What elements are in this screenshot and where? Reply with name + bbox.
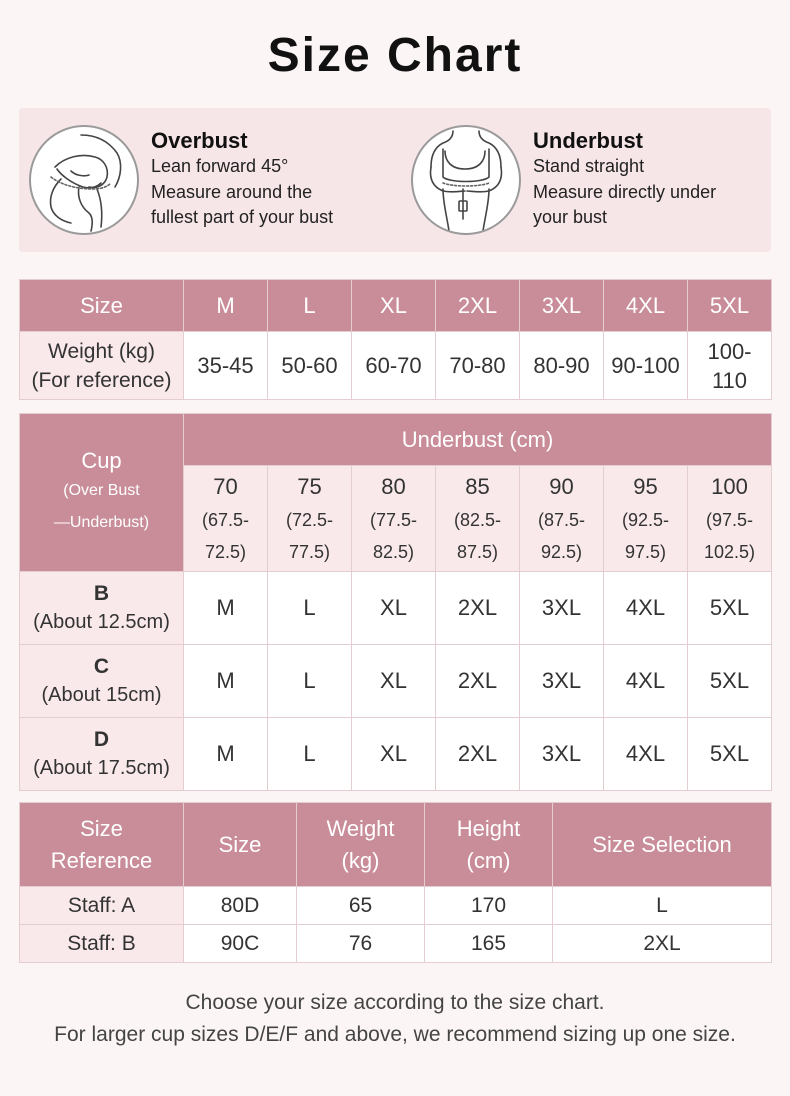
- underbust-range: 87.5): [456, 541, 499, 562]
- size-cell: XL: [352, 718, 436, 791]
- overbust-illustration: [29, 125, 139, 235]
- size-cell: 4XL: [604, 718, 688, 791]
- size-header-cell: 2XL: [436, 280, 520, 332]
- size-cell: M: [184, 645, 268, 718]
- underbust-header: Underbust (cm): [184, 414, 772, 466]
- underbust-range: (77.5-: [369, 509, 418, 530]
- underbust-col: [436, 466, 520, 572]
- overbust-text: [151, 128, 391, 231]
- underbust-line: your bust: [533, 207, 608, 227]
- cup-header-sub: (Over Bust: [63, 481, 140, 499]
- size-cell: L: [268, 572, 352, 645]
- measurement-guide: [19, 108, 771, 252]
- size-note: Choose your size according to the size chart.: [185, 991, 605, 1014]
- size-header: Size: [20, 280, 184, 332]
- height-header: [425, 803, 553, 887]
- underbust-range: 102.5): [703, 541, 756, 562]
- size-note: For larger cup sizes D/E/F and above, we recommend sizing up one size.: [54, 1023, 736, 1046]
- size-cell: XL: [352, 572, 436, 645]
- weight-header-line: Weight: [326, 815, 395, 841]
- weight-label: [20, 332, 184, 400]
- reference-row: [20, 925, 772, 963]
- underbust-range: (72.5-: [285, 509, 334, 530]
- cup-header-label: Cup: [81, 447, 122, 473]
- size-cell: L: [268, 645, 352, 718]
- staff-label: Staff: B: [20, 925, 184, 963]
- size-header-cell: 3XL: [520, 280, 604, 332]
- underbust-col: [688, 466, 772, 572]
- reference-row: [20, 887, 772, 925]
- size-reference-table: [19, 802, 772, 963]
- underbust-title: Underbust: [533, 128, 643, 153]
- cup-letter: C: [93, 655, 110, 678]
- size-cell: 5XL: [688, 718, 772, 791]
- weight-row: [20, 332, 772, 400]
- underbust-value: 75: [297, 473, 322, 499]
- underbust-range: (92.5-: [621, 509, 670, 530]
- size-cell: 2XL: [436, 572, 520, 645]
- weight-value: 80-90: [533, 353, 590, 378]
- underbust-line: Measure directly under: [533, 181, 717, 202]
- underbust-illustration: [411, 125, 521, 235]
- underbust-line: Stand straight: [533, 156, 645, 176]
- underbust-range: 92.5): [540, 541, 583, 562]
- reference-weight: 76: [297, 925, 425, 963]
- weight-table: [19, 279, 772, 400]
- weight-cell: [688, 332, 772, 400]
- size-selection-header: [553, 803, 772, 887]
- cup-header-sub: —Underbust): [53, 513, 150, 531]
- size-header-cell: L: [268, 280, 352, 332]
- underbust-value: 70: [213, 473, 238, 499]
- reference-height: 165: [425, 925, 553, 963]
- height-header-line: (cm): [466, 847, 511, 873]
- size-header-line: Size: [218, 831, 262, 857]
- overbust-line: Lean forward 45°: [151, 156, 289, 176]
- underbust-range: (87.5-: [537, 509, 586, 530]
- size-header-cell: 4XL: [604, 280, 688, 332]
- size-cell: XL: [352, 645, 436, 718]
- reference-height: 170: [425, 887, 553, 925]
- underbust-range: 77.5): [288, 541, 331, 562]
- underbust-value: 95: [633, 473, 658, 499]
- size-cell: 3XL: [520, 572, 604, 645]
- size-cell: 2XL: [436, 718, 520, 791]
- underbust-range: (67.5-: [201, 509, 250, 530]
- overbust-figure-icon: [31, 127, 137, 233]
- underbust-range: 72.5): [204, 541, 247, 562]
- weight-table-header-row: [20, 280, 772, 332]
- reference-header: [20, 803, 184, 887]
- size-cell: L: [268, 718, 352, 791]
- weight-cell: [436, 332, 520, 400]
- underbust-col: [520, 466, 604, 572]
- weight-value: 100-: [707, 338, 752, 364]
- reference-size: 90C: [184, 925, 297, 963]
- weight-value: 35-45: [197, 353, 254, 378]
- cup-size-table: [19, 413, 772, 791]
- size-cell: M: [184, 718, 268, 791]
- reference-header-line: Reference: [50, 847, 153, 873]
- weight-label-line: (For reference): [31, 368, 172, 392]
- weight-header-line: (kg): [341, 847, 380, 873]
- weight-value: 50-60: [281, 353, 338, 378]
- size-cell: M: [184, 572, 268, 645]
- underbust-range: (82.5-: [453, 509, 502, 530]
- weight-value: 110: [711, 367, 748, 393]
- underbust-col: [184, 466, 268, 572]
- reference-selection: L: [553, 887, 772, 925]
- weight-header: [297, 803, 425, 887]
- size-cell: 5XL: [688, 572, 772, 645]
- reference-header-line: Size: [80, 815, 123, 841]
- size-cell: 5XL: [688, 645, 772, 718]
- cup-about: (About 17.5cm): [33, 757, 170, 779]
- underbust-value: 85: [465, 473, 490, 499]
- weight-value: 60-70: [365, 353, 422, 378]
- weight-cell: [184, 332, 268, 400]
- reference-weight: 65: [297, 887, 425, 925]
- height-header-line: Height: [456, 815, 521, 841]
- size-header-cell: 5XL: [688, 280, 772, 332]
- cup-row-d: [20, 718, 772, 791]
- weight-cell: [352, 332, 436, 400]
- cup-row-c: [20, 645, 772, 718]
- cup-label: [20, 718, 184, 791]
- weight-label-line: Weight (kg): [48, 339, 155, 363]
- size-cell: 3XL: [520, 645, 604, 718]
- reference-selection: 2XL: [553, 925, 772, 963]
- size-cell: 4XL: [604, 572, 688, 645]
- page-title: Size Chart: [267, 29, 523, 82]
- underbust-text: [533, 128, 773, 231]
- size-cell: 2XL: [436, 645, 520, 718]
- staff-label: Staff: A: [20, 887, 184, 925]
- size-cell: 4XL: [604, 645, 688, 718]
- weight-cell: [520, 332, 604, 400]
- cup-about: (About 12.5cm): [33, 611, 170, 633]
- underbust-value: 90: [549, 473, 574, 499]
- overbust-title: Overbust: [151, 128, 248, 153]
- size-header-cell: XL: [352, 280, 436, 332]
- weight-cell: [604, 332, 688, 400]
- underbust-range: 97.5): [624, 541, 667, 562]
- underbust-range: (97.5-: [705, 509, 754, 530]
- cup-about: (About 15cm): [41, 684, 162, 706]
- underbust-value: 80: [381, 473, 406, 499]
- cup-label: [20, 572, 184, 645]
- cup-row-b: [20, 572, 772, 645]
- cup-label: [20, 645, 184, 718]
- underbust-col: [604, 466, 688, 572]
- underbust-figure-icon: [413, 127, 519, 233]
- cup-table-header-row: [20, 414, 772, 466]
- size-header: [184, 803, 297, 887]
- underbust-value: 100: [711, 473, 748, 499]
- size-header-cell: M: [184, 280, 268, 332]
- overbust-line: fullest part of your bust: [151, 207, 334, 227]
- reference-size: 80D: [184, 887, 297, 925]
- weight-value: 90-100: [611, 353, 680, 378]
- size-selection-header-line: Size Selection: [592, 831, 732, 857]
- size-cell: 3XL: [520, 718, 604, 791]
- underbust-range: 82.5): [372, 541, 415, 562]
- cup-letter: B: [93, 582, 110, 605]
- cup-header: [20, 414, 184, 572]
- reference-header-row: [20, 803, 772, 887]
- underbust-col: [352, 466, 436, 572]
- overbust-line: Measure around the: [151, 181, 313, 202]
- cup-letter: D: [93, 728, 110, 751]
- underbust-col: [268, 466, 352, 572]
- weight-value: 70-80: [449, 353, 506, 378]
- weight-cell: [268, 332, 352, 400]
